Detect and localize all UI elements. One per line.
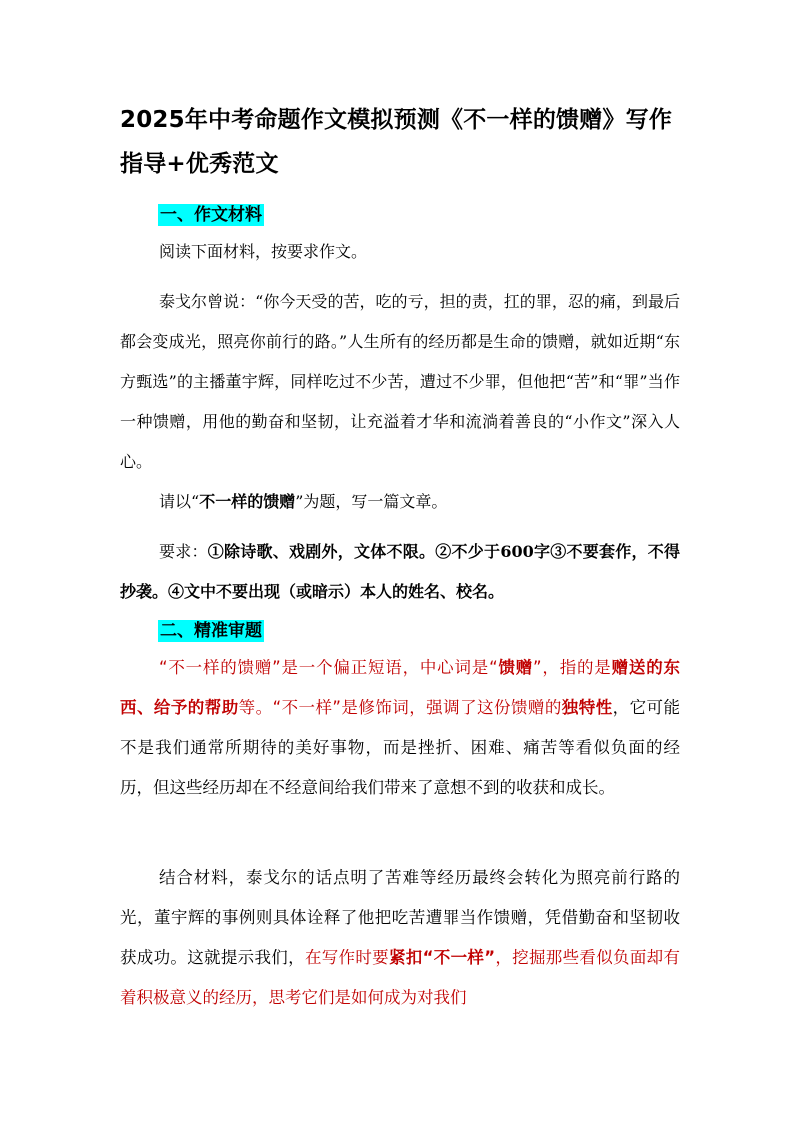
requirements-text: ①除诗歌、戏剧外，文体不限。②不少于600字③不要套作，不得抄袭。④文中不要出现（或暗示）本人的姓名、校名。: [120, 542, 680, 601]
requirements-label: 要求：: [159, 542, 208, 561]
writing-prompt: [120, 482, 680, 522]
material-quote-paragraph: 泰戈尔曾说：“你今天受的苦，吃的亏，担的责，扛的罪，忍的痛，到最后都会变成光，照亮你前行的路。”人生所有的经历都是生命的馈赠，就如近期“东方甄选”的主播董宇辉，同样吃过不少苦，遭过不少罪，但他把“苦”和“罪”当作一种馈赠，用他的勤奋和坚韧，让充溢着才华和流淌着善良的“小作文”深入人心。: [120, 292, 680, 471]
analysis-paragraph-1: “不一样的馈赠”是一个偏正短语，中心词是“馈赠”，指的是赠送的东西、给予的帮助等。“不一样”是修饰词，强调了这份馈赠的独特性，它可能不是我们通常所期待的美好事物，而是挫折、困难、痛苦等看似负面的经历，但这些经历却在不经意间给我们带来了意想不到的收获和成长。: [120, 658, 681, 797]
prompt-essay-title: 不一样的馈赠: [199, 492, 296, 511]
prompt-prefix: 请以“: [159, 492, 200, 511]
section-heading-material: [158, 202, 264, 228]
heading-highlight: 二、精准审题: [160, 621, 262, 641]
material-intro: 阅读下面材料，按要求作文。: [159, 242, 368, 261]
writing-requirements: [120, 532, 680, 612]
heading-highlight: 一、作文材料: [160, 205, 262, 225]
analysis-paragraph-2: 结合材料，泰戈尔的话点明了苦难等经历最终会转化为照亮前行路的光，董宇辉的事例则具体诠释了他把吃苦遭罪当作馈赠，凭借勤奋和坚韧收获成功。这就提示我们，在写作时要紧扣“不一样”，挖掘那些看似负面却有着积极意义的经历，思考它们是如何成为对我们: [120, 868, 680, 1007]
document-title: 2025年中考命题作文模拟预测《不一样的馈赠》写作指导+优秀范文: [120, 107, 673, 177]
section-heading-analysis: [158, 618, 264, 644]
prompt-suffix: ”为题，写一篇文章。: [295, 492, 448, 511]
